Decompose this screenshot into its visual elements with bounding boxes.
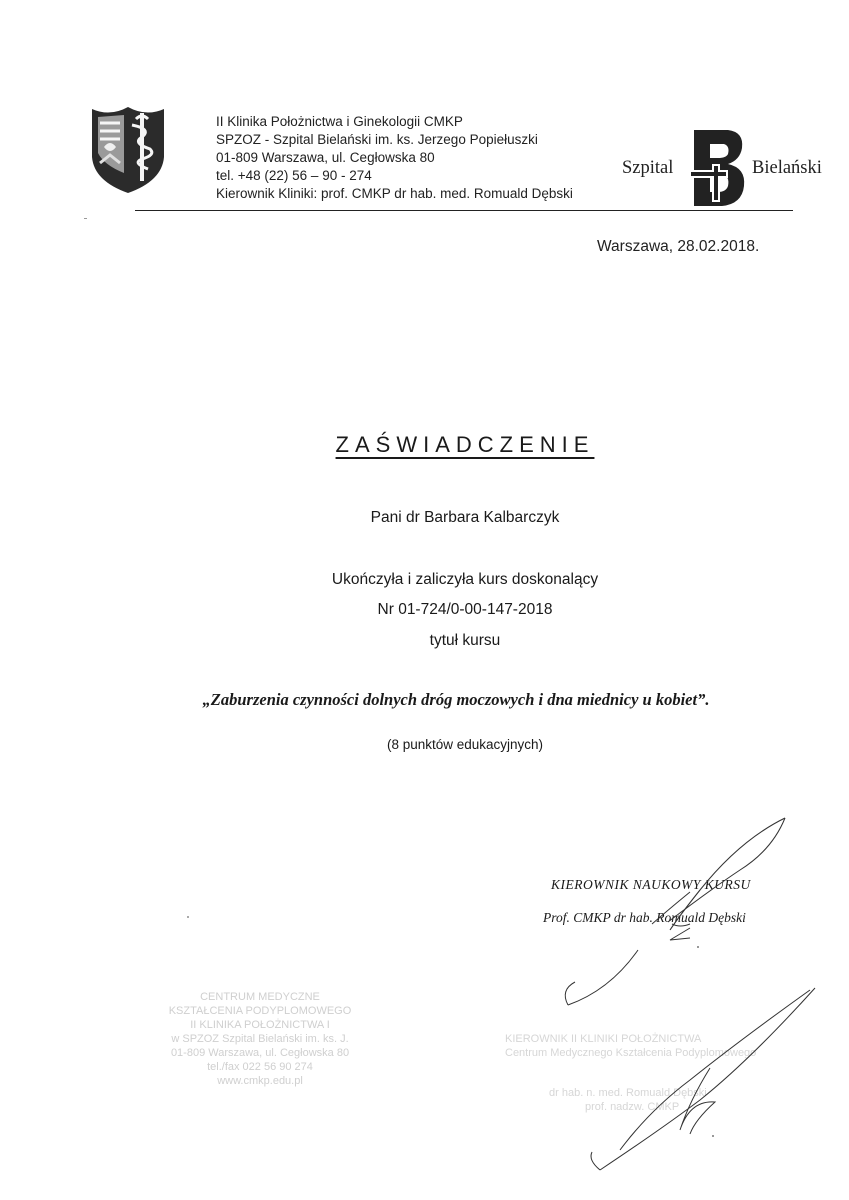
stamp-line: KSZTAŁCENIA PODYPLOMOWEGO: [168, 1005, 352, 1017]
course-title: „Zaburzenia czynności dolnych dróg moczowych i dna miednicy u kobiet”.: [202, 690, 710, 709]
course-number: Nr 01-724/0-00-147-2018: [377, 601, 553, 618]
stamp-line: 01-809 Warszawa, ul. Cegłowska 80: [170, 1047, 350, 1059]
brand-word-left: Szpital: [622, 158, 674, 178]
letterhead-head-of-clinic: Kierownik Kliniki: prof. CMKP dr hab. med. Romuald Dębski: [216, 186, 573, 201]
letterhead-address: [216, 113, 606, 203]
stamp-line: dr hab. n. med. Romuald Dębski: [549, 1087, 707, 1099]
stamp-line: w SPZOZ Szpital Bielański im. ks. J.: [171, 1033, 349, 1045]
scan-speck: [84, 218, 87, 219]
brand-word-right: Bielański: [752, 158, 822, 178]
signature-name: Prof. CMKP dr hab. Romuald Dębski: [543, 910, 746, 925]
letterhead-divider: [135, 210, 793, 211]
stamp-line: CENTRUM MEDYCZNE: [200, 991, 320, 1003]
stamp-line: Centrum Medycznego Kształcenia Podyplomowego: [505, 1047, 757, 1059]
stamp-line: KIEROWNIK II KLINIKI POŁOŻNICTWA: [505, 1033, 702, 1045]
hospital-crest-icon: [90, 103, 166, 195]
scan-speck: [697, 946, 699, 948]
handwritten-signature: [540, 800, 840, 1180]
document-title: ZAŚWIADCZENIE: [335, 432, 595, 457]
stamp-line: www.cmkp.edu.pl: [217, 1075, 303, 1087]
stamp-line: prof. nadzw. CMKP: [585, 1101, 680, 1113]
stamp-line: tel./fax 022 56 90 274: [207, 1061, 313, 1073]
institution-stamp: [110, 990, 410, 1100]
stamp-line: II KLINIKA POŁOŻNICTWA I: [190, 1019, 330, 1031]
document-date: Warszawa, 28.02.2018.: [597, 238, 760, 255]
letterhead-hospital-name: SPZOZ - Szpital Bielański im. ks. Jerzego Popiełuszki: [216, 132, 538, 147]
scan-speck: [187, 916, 189, 918]
scan-speck: [712, 1135, 714, 1137]
course-title-label: tytuł kursu: [429, 632, 501, 649]
education-points: (8 punktów edukacyjnych): [386, 737, 544, 752]
letterhead-clinic-name: II Klinika Położnictwa i Ginekologii CMKP: [216, 114, 463, 129]
recipient-name: Pani dr Barbara Kalbarczyk: [370, 509, 560, 526]
signature-role: KIEROWNIK NAUKOWY KURSU: [551, 877, 751, 892]
completion-statement: Ukończyła i zaliczyła kurs doskonalący: [331, 571, 599, 588]
szpital-bielanski-logo-icon: [688, 126, 746, 208]
letterhead-phone: tel. +48 (22) 56 – 90 - 274: [216, 168, 372, 183]
letterhead-street: 01-809 Warszawa, ul. Cegłowska 80: [216, 150, 435, 165]
